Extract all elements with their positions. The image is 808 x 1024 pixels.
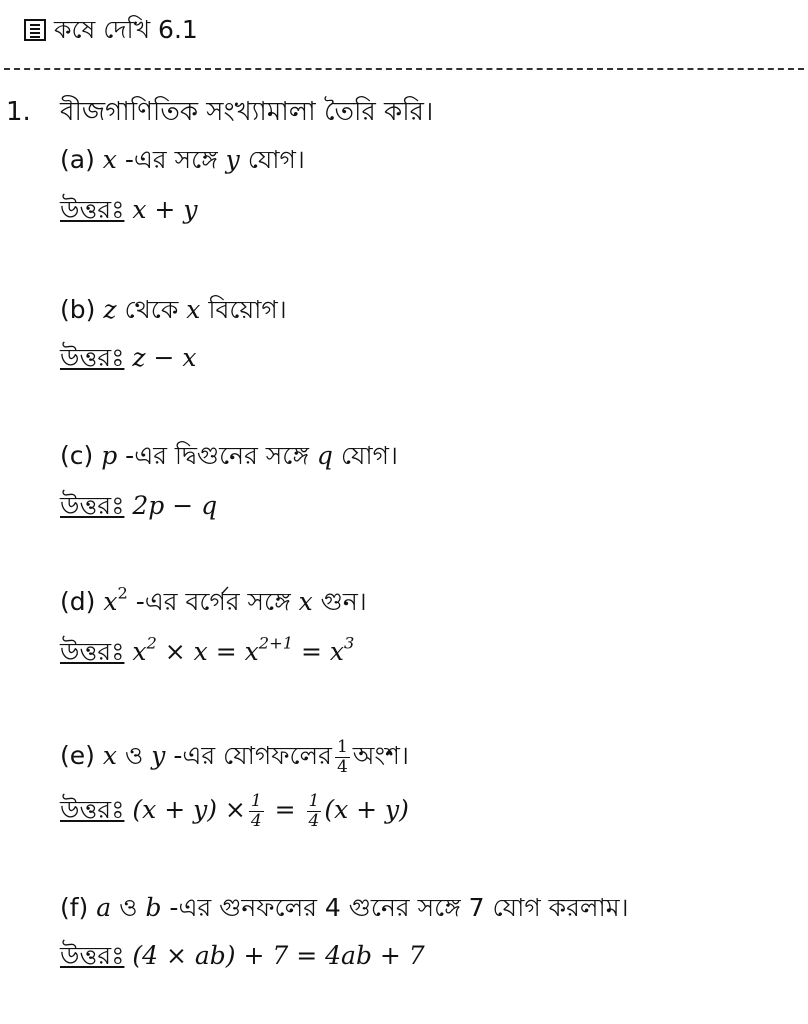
prompt-text: ও [116, 741, 152, 770]
fraction-numerator: 1 [336, 736, 348, 757]
part-tag: (a) [60, 145, 95, 174]
variable: x [102, 741, 117, 770]
fraction-denominator: 4 [250, 811, 262, 831]
variable: z [103, 295, 117, 324]
variable: x [103, 587, 118, 616]
expr-part: (x + y) [324, 795, 409, 824]
fraction [307, 792, 322, 831]
part-c-answer [60, 486, 217, 526]
prompt-text: অংশ। [352, 741, 409, 770]
prompt-text: বিয়োগ। [200, 295, 287, 324]
expr-part: × x = x [156, 637, 259, 666]
expr-part: x [132, 637, 147, 666]
fraction-denominator: 4 [336, 756, 348, 777]
variable: a [96, 893, 112, 922]
variable: b [145, 893, 162, 922]
answer-label: উত্তরঃ [60, 343, 125, 372]
variable: q [316, 441, 333, 470]
part-e-prompt [60, 736, 409, 777]
question-title: বীজগাণিতিক সংখ্যামালা তৈরি করি। [60, 97, 434, 127]
answer-expression: x + y [132, 195, 198, 224]
answer-expression [132, 633, 355, 666]
part-d-answer [60, 632, 354, 672]
prompt-text: যোগ। [332, 441, 398, 470]
prompt-text: -এর সঙ্গে [116, 145, 226, 174]
exponent: 2+1 [258, 633, 294, 653]
part-tag: (e) [60, 741, 95, 770]
answer-label: উত্তরঃ [60, 637, 125, 666]
part-f-answer [60, 936, 425, 976]
answer-expression [132, 791, 409, 831]
prompt-text: থেকে [116, 295, 187, 324]
part-b-answer [60, 338, 197, 378]
expr-part: = [266, 795, 304, 824]
exercise-title: কষে দেখি 6.1 [54, 15, 198, 44]
expr-part: (x + y) × [132, 795, 246, 824]
answer-expression: 2p − q [132, 491, 218, 520]
part-tag: (c) [60, 441, 94, 470]
part-tag: (b) [60, 295, 96, 324]
exercise-header [24, 12, 198, 48]
part-d-prompt [60, 582, 367, 622]
prompt-text: -এর গুনফলের 4 গুনের সঙ্গে 7 যোগ করলাম। [161, 893, 629, 922]
prompt-text: -এর দ্বিগুনের সঙ্গে [117, 441, 317, 470]
part-e-answer [60, 790, 409, 831]
answer-label: উত্তরঃ [60, 491, 125, 520]
answer-label: উত্তরঃ [60, 795, 125, 824]
expr-part: = x [293, 637, 344, 666]
prompt-text: যোগ। [239, 145, 305, 174]
variable: p [101, 441, 118, 470]
answer-expression: (4 × ab) + 7 = 4ab + 7 [132, 941, 425, 970]
dashed-divider [4, 68, 804, 70]
fraction-denominator: 4 [308, 811, 320, 831]
exponent: 2 [146, 633, 157, 653]
variable: x [186, 295, 201, 324]
fraction-numerator: 1 [308, 791, 320, 811]
part-f-prompt [60, 888, 629, 928]
fraction [249, 792, 264, 831]
fraction [335, 738, 350, 777]
part-tag: (d) [60, 587, 96, 616]
prompt-text: -এর বর্গের সঙ্গে [127, 587, 299, 616]
part-c-prompt [60, 436, 398, 476]
answer-expression: z − x [132, 343, 197, 372]
fraction-numerator: 1 [250, 791, 262, 811]
answer-label: উত্তরঃ [60, 941, 125, 970]
exponent: 3 [343, 633, 355, 653]
document-icon [24, 19, 46, 41]
part-a-answer [60, 190, 197, 230]
part-tag: (f) [60, 893, 89, 922]
variable: x [298, 587, 313, 616]
answer-label: উত্তরঃ [60, 195, 125, 224]
variable: y [151, 741, 166, 770]
variable: x [102, 145, 117, 174]
question-number: 1. [6, 97, 31, 127]
part-b-prompt [60, 290, 287, 330]
part-a-prompt [60, 140, 305, 180]
prompt-text: -এর যোগফলের [165, 741, 332, 770]
prompt-text: গুন। [312, 587, 367, 616]
prompt-text: ও [111, 893, 146, 922]
exponent: 2 [117, 583, 128, 603]
variable: y [225, 145, 240, 174]
